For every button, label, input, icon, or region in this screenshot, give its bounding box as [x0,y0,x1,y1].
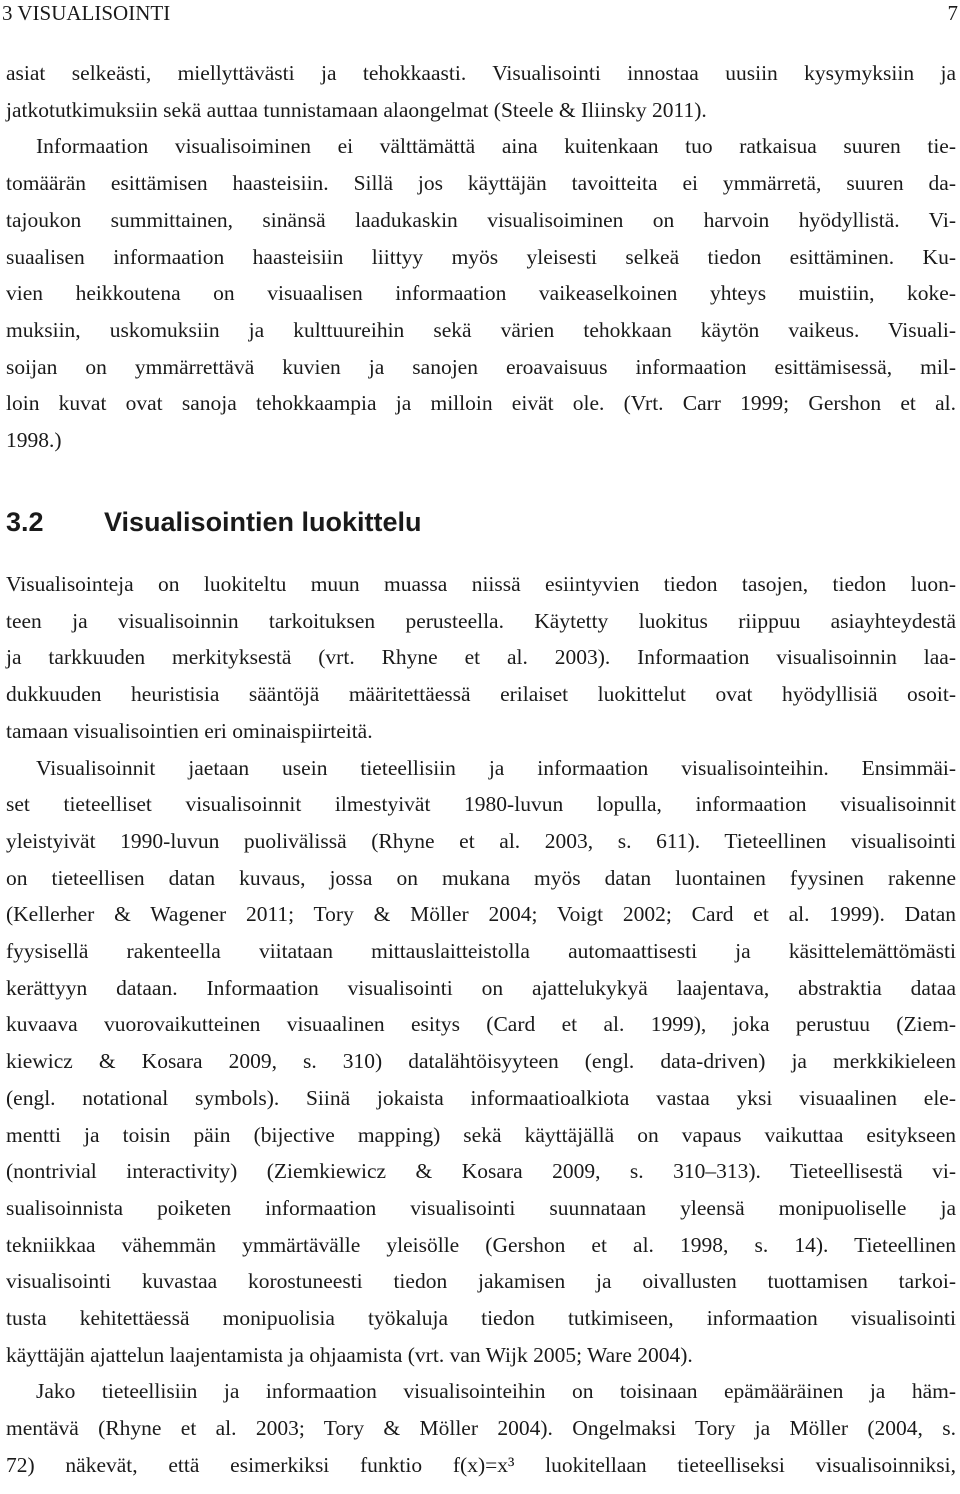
chapter-heading: 3 VISUALISOINTI [2,1,171,25]
text-line: tomäärän esittämisen haasteisiin. Sillä jos käyttäjän tavoitteita ei ymmärretä, suuren da- [6,171,956,196]
text-line: soijan on ymmärrettävä kuvien ja sanojen eroavaisuus informaation esittämisessä, mil- [6,354,956,379]
text-line: Jako tieteellisiin ja informaation visualisointeihin on toisinaan epämääräinen ja häm- [36,1379,956,1404]
text-line: ja tarkkuuden merkityksestä (vrt. Rhyne et al. 2003). Informaation visualisoinnin laa- [6,645,956,670]
text-line: muksiin, uskomuksiin ja kulttuureihin sekä värien tehokkaan käytön vaikeus. Visuali- [6,317,956,342]
text-line: loin kuvat ovat sanoja tehokkaampia ja milloin eivät ole. (Vrt. Carr 1999; Gershon et al. [6,391,956,416]
paragraph-1 [6,55,956,459]
text-line: mentti ja toisin päin (bijective mapping) sekä käyttäjällä on vapaus vaikuttaa esitykseen [6,1122,956,1147]
text-line: Visualisointeja on luokiteltu muun muassa niissä esiintyvien tiedon tasojen, tiedon luon- [6,572,956,596]
text-line: on tieteellisen datan kuvaus, jossa on mukana myös datan luontainen fyysinen rakenne [6,865,956,890]
paragraph-3 [6,750,956,1374]
text-line: vien heikkoutena on visuaalisen informaation vaikeaselkoinen yhteys muistiin, koke- [6,281,956,306]
section-heading [6,507,422,538]
text-line: 72) näkevät, että esimerkiksi funktio f(x)=x³ luokitellaan tieteelliseksi visualisoinniksi, [6,1452,956,1477]
text-line: kiewicz & Kosara 2009, s. 310) datalähtöisyyteen (engl. data-driven) ja merkkikieleen [6,1049,956,1074]
text-line: (Kellerher & Wagener 2011; Tory & Möller 2004; Voigt 2002; Card et al. 1999). Datan [6,902,956,927]
page-number: 7 [947,1,958,25]
text-line: tajoukon summittainen, sinänsä laadukaskin visualisoiminen on harvoin hyödyllistä. Vi- [6,207,956,232]
text-line: kerättyyn dataan. Informaation visualisointi on ajattelukykyä laajentava, abstraktia dataa [6,975,956,1000]
paragraph-2 [6,566,956,750]
paragraph-4 [6,1373,956,1483]
text-line: Visualisoinnit jaetaan usein tieteellisiin ja informaation visualisointeihin. Ensimmäi- [36,755,956,780]
text-line: teen ja visualisoinnin tarkoituksen perusteella. Käytetty luokitus riippuu asiayhteydestä [6,608,956,633]
text-line: mentävä (Rhyne et al. 2003; Tory & Möller 2004). Ongelmaksi Tory ja Möller (2004, s. [6,1416,956,1441]
text-line: sualisoinnista poiketen informaation visualisointi suunnataan yleensä monipuoliselle ja [6,1195,956,1220]
text-line: set tieteelliset visualisoinnit ilmestyivät 1980-luvun lopulla, informaation visualisoinnit [6,792,956,817]
text-line: tusta kehitettäessä monipuolisia työkaluja tiedon tutkimiseen, informaation visualisointi [6,1306,956,1331]
text-line: tamaan visualisointien eri ominaispiirteitä. [6,718,373,743]
text-line: kuvaava vuorovaikutteinen visuaalinen esitys (Card et al. 1999), joka perustuu (Ziem- [6,1012,956,1037]
section-title: Visualisointien luokittelu [104,507,422,537]
text-line: suaalisen informaation haasteisiin liittyy myös yleisesti selkeä tiedon esittäminen. Ku- [6,244,956,269]
text-line: 1998.) [6,428,62,453]
text-line: fyysisellä rakenteella viitataan mittauslaitteistolla automaattisesti ja käsittelemättömästi [6,939,956,964]
text-line: jatkotutkimuksiin sekä auttaa tunnistamaan alaongelmat (Steele & Iliinsky 2011). [6,97,707,122]
text-line: asiat selkeästi, miellyttävästi ja tehokkaasti. Visualisointi innostaa uusiin kysymyksiin ja [6,61,956,85]
text-line: tekniikkaa vähemmän ymmärtävälle yleisölle (Gershon et al. 1998, s. 14). Tieteellinen [6,1232,956,1257]
text-line: dukkuuden heuristisia sääntöjä määritettäessä erilaiset luokittelut ovat hyödyllisiä osoit- [6,682,956,707]
text-line: (nontrivial interactivity) (Ziemkiewicz & Kosara 2009, s. 310–313). Tieteellisestä vi- [6,1159,956,1184]
section-number: 3.2 [6,507,44,537]
page-header [0,0,960,30]
body-text-top [6,55,956,459]
body-text-bottom [6,566,956,1484]
text-line: yleistyivät 1990-luvun puolivälissä (Rhyne et al. 2003, s. 611). Tieteellinen visualisointi [6,828,956,853]
text-line: Informaation visualisoiminen ei välttämättä aina kuitenkaan tuo ratkaisua suuren tie- [36,134,956,159]
text-line: käyttäjän ajattelun laajentamista ja ohjaamista (vrt. van Wijk 2005; Ware 2004). [6,1342,693,1367]
text-line: visualisointi kuvastaa korostuneesti tiedon jakamisen ja oivallusten tuottamisen tarkoi- [6,1269,956,1294]
text-line: (engl. notational symbols). Siinä jokaista informaatioalkiota vastaa yksi visuaalinen ele- [6,1085,956,1110]
